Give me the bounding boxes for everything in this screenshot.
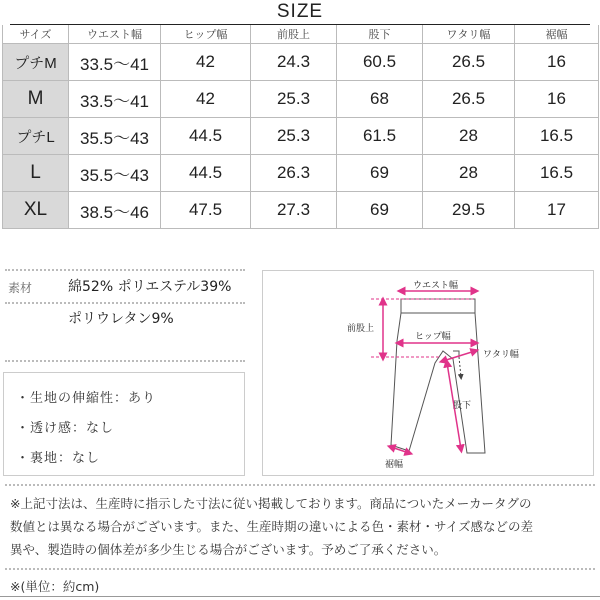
divider-dotted — [5, 269, 245, 271]
table-row — [3, 192, 599, 229]
table-cell: 35.5〜43 — [69, 118, 161, 155]
header-inseam: 股下 — [337, 25, 423, 44]
pants-diagram-svg — [263, 271, 593, 475]
table-row — [3, 81, 599, 118]
table-cell: 44.5 — [161, 118, 251, 155]
table-cell: 69 — [337, 192, 423, 229]
table-cell: 16 — [515, 44, 599, 81]
measurement-diagram — [262, 270, 594, 476]
table-cell: 69 — [337, 155, 423, 192]
header-hip: ヒップ幅 — [161, 25, 251, 44]
row-size-label: プチM — [3, 44, 69, 81]
table-cell: 42 — [161, 44, 251, 81]
table-cell: 42 — [161, 81, 251, 118]
table-cell: 33.5〜41 — [69, 44, 161, 81]
table-row — [3, 155, 599, 192]
table-cell: 25.3 — [251, 81, 337, 118]
table-cell: 60.5 — [337, 44, 423, 81]
row-size-label: L — [3, 155, 69, 192]
table-cell: 26.5 — [423, 44, 515, 81]
waistband-shape — [401, 299, 475, 313]
divider-dotted — [5, 360, 245, 362]
table-cell: 35.5〜43 — [69, 155, 161, 192]
label-hem: 裾幅 — [385, 460, 404, 470]
label-inseam: 股下 — [453, 401, 472, 411]
size-table — [2, 25, 599, 229]
table-cell: 24.3 — [251, 44, 337, 81]
note-line-1: ※上記寸法は、生産時に指示した寸法に従い掲載しております。商品についたメーカータグの — [10, 496, 532, 511]
feature-stretch: ・生地の伸縮性：あり — [16, 391, 157, 406]
unit-note: ※(単位：約cm) — [10, 579, 100, 594]
table-cell: 28 — [423, 118, 515, 155]
table-cell: 61.5 — [337, 118, 423, 155]
table-cell: 16 — [515, 81, 599, 118]
material-line-1: 綿52% ポリエステル39% — [68, 279, 232, 295]
table-cell: 29.5 — [423, 192, 515, 229]
row-size-label: プチL — [3, 118, 69, 155]
material-line-2: ポリウレタン9% — [68, 311, 174, 327]
feature-sheerness: ・透け感：なし — [16, 421, 115, 436]
header-rise: 前股上 — [251, 25, 337, 44]
table-cell: 16.5 — [515, 155, 599, 192]
table-cell: 26.3 — [251, 155, 337, 192]
table-cell: 16.5 — [515, 118, 599, 155]
table-cell: 26.5 — [423, 81, 515, 118]
label-hip: ヒップ幅 — [415, 332, 451, 342]
size-title: SIZE — [276, 1, 324, 22]
table-cell: 33.5〜41 — [69, 81, 161, 118]
bottom-rule — [0, 596, 600, 597]
table-cell: 17 — [515, 192, 599, 229]
note-line-3: 異や、製造時の個体差が多少生じる場合がございます。予めご了承ください。 — [10, 542, 447, 557]
divider-dotted — [5, 302, 245, 304]
table-cell: 25.3 — [251, 118, 337, 155]
table-cell: 28 — [423, 155, 515, 192]
table-cell: 47.5 — [161, 192, 251, 229]
table-row — [3, 44, 599, 81]
table-row — [3, 118, 599, 155]
label-waist: ウエスト幅 — [413, 281, 459, 291]
table-header-row — [3, 25, 599, 44]
divider-dotted — [5, 568, 595, 570]
note-line-2: 数値とは異なる場合がございます。また、生産時期の違いによる色・素材・サイズ感などの差 — [10, 519, 534, 534]
feature-lining: ・裏地：なし — [16, 451, 101, 466]
material-label: 素材 — [8, 281, 33, 295]
table-cell: 68 — [337, 81, 423, 118]
header-size: サイズ — [3, 25, 69, 44]
table-cell: 27.3 — [251, 192, 337, 229]
row-size-label: XL — [3, 192, 69, 229]
label-rise: 前股上 — [347, 324, 375, 334]
label-thigh: ワタリ幅 — [483, 350, 519, 360]
row-size-label: M — [3, 81, 69, 118]
header-thigh: ワタリ幅 — [423, 25, 515, 44]
table-cell: 38.5〜46 — [69, 192, 161, 229]
features-box — [3, 372, 245, 476]
divider-dotted — [5, 484, 595, 486]
header-hem: 裾幅 — [515, 25, 599, 44]
header-waist: ウエスト幅 — [69, 25, 161, 44]
table-cell: 44.5 — [161, 155, 251, 192]
